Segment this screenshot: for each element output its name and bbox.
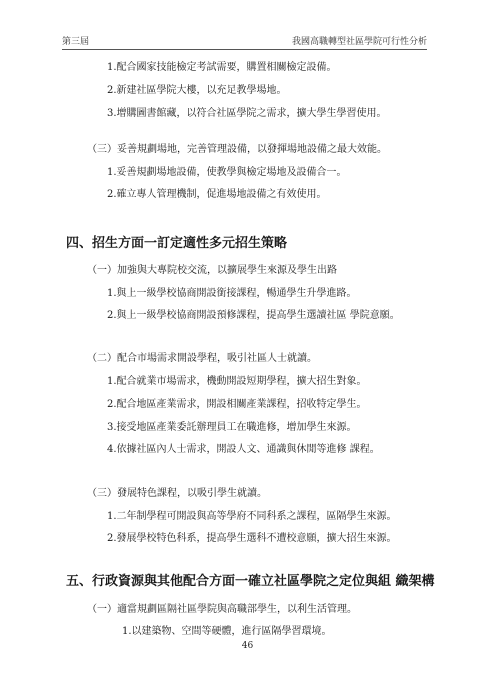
list-item: 1.與上一級學校協商開設銜接課程，暢通學生升學進路。 xyxy=(107,288,357,299)
list-item: 3.接受地區產業委託辦理員工在職進修，增加學生來源。 xyxy=(107,422,357,433)
list-item: 1.妥善規劃場地設備，使教學與檢定場地及設備合一。 xyxy=(107,167,347,178)
subsection-heading: （一）適當規劃區隔社區學院與高職部學生，以利生活管理。 xyxy=(87,604,357,615)
header-rule xyxy=(62,49,427,50)
subsection-heading: （一）加強與大專院校交流，以擴展學生來源及學生出路 xyxy=(87,265,337,276)
section-heading: 四、招生方面一訂定適性多元招生策略 xyxy=(66,236,288,251)
list-item: 2.配合地區產業需求，開設相關產業課程，招收特定學生。 xyxy=(107,399,367,410)
subsection-heading: （三）妥善規劃場地，完善管理設備，以發揮場地設備之最大效能。 xyxy=(87,144,387,155)
list-item: 2.確立專人管理機制，促進場地設備之有效使用。 xyxy=(107,189,327,200)
list-item: 1.二年制學程可開設與高等學府不同科系之課程，區隔學生來源。 xyxy=(107,511,397,522)
list-item: 4.依據社區內人士需求，開設人文、通識與休閒等進修 課程。 xyxy=(107,444,380,455)
list-item: 2.新建社區學院大樓，以充足教學場地。 xyxy=(107,85,287,96)
list-item: 2.發展學校特色科系，提高學生選科不遭校意願，擴大招生來源。 xyxy=(107,533,397,544)
list-item: 2.與上一級學校協商開設預修課程，提高學生選讀社區 學院意願。 xyxy=(107,310,400,321)
list-item: 1.配合就業市場需求，機動開設短期學程，擴大招生對象。 xyxy=(107,376,367,387)
list-item: 3.增購圖書館藏，以符合社區學院之需求，擴大學生學習使用。 xyxy=(107,108,387,119)
subsection-heading: （三）發展特色課程，以吸引學生就讀。 xyxy=(87,488,267,499)
header-left-text: 第三屆 xyxy=(62,37,90,47)
subsection-heading: （二）配合市場需求開設學程，吸引社區人士就讀。 xyxy=(87,353,317,364)
page-header xyxy=(62,34,427,48)
header-right-text: 我國高職轉型社區學院可行性分析 xyxy=(291,37,427,47)
list-item: 1.配合國家技能檢定考試需要，購置相關檢定設備。 xyxy=(107,62,337,73)
list-item: 1.以建築物、空間等硬體，進行區隔學習環境。 xyxy=(122,626,332,637)
page-number: 46 xyxy=(241,641,254,651)
section-heading: 五、行政資源與其他配合方面一確立社區學院之定位與組 織架構 xyxy=(66,574,435,589)
